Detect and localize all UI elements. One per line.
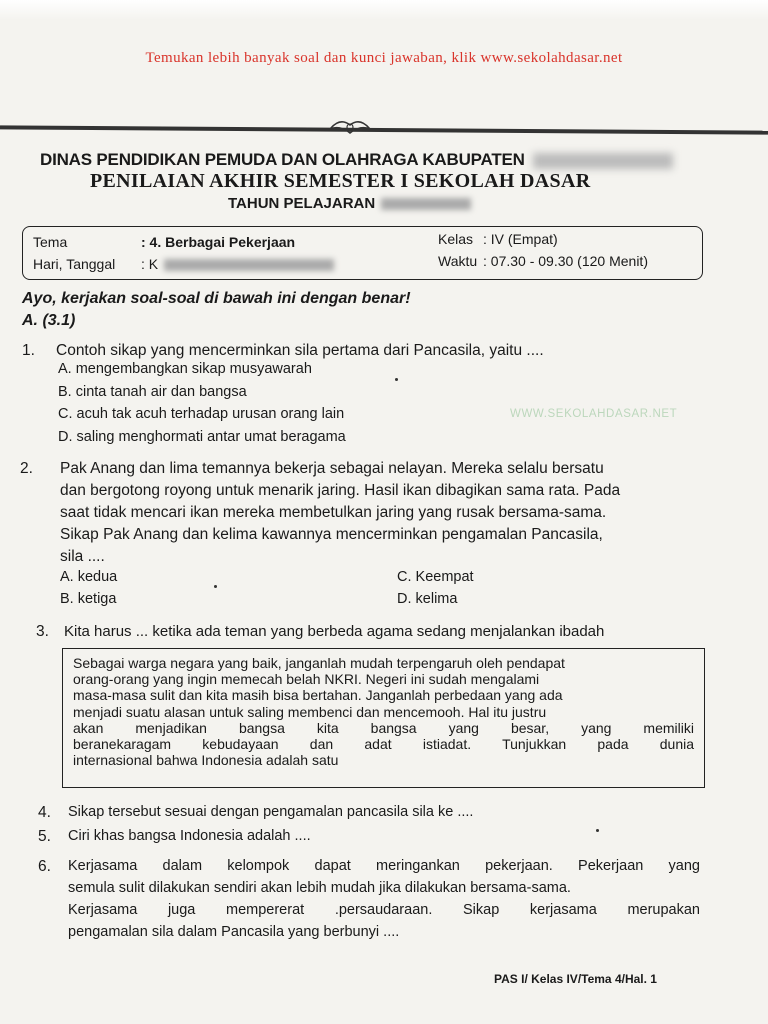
passage-line: Sebagai warga negara yang baik, janganlah mudah terpengaruh oleh pendapat <box>73 655 565 671</box>
question-text-line: Sikap Pak Anang dan kelima kawannya mencerminkan pengamalan Pancasila, <box>60 526 603 543</box>
question-text-line: Kerjasama juga mempererat .persaudaraan. Sikap kerjasama merupakan <box>68 902 700 918</box>
q2-option-a[interactable]: A. kedua <box>60 569 118 585</box>
question-number: 6. <box>38 858 51 875</box>
print-speck <box>596 829 599 832</box>
question-text-line: pengamalan sila dalam Pancasila yang berbunyi .... <box>68 924 400 940</box>
question-text: Ciri khas bangsa Indonesia adalah .... <box>68 828 311 844</box>
tema-value: : 4. Berbagai Pekerjaan <box>141 234 296 250</box>
q1-option-d[interactable]: D. saling menghormati antar umat beragama <box>58 429 346 445</box>
question-number: 3. <box>36 623 49 640</box>
exam-info-box <box>22 226 703 280</box>
question-number: 1. <box>22 342 35 359</box>
school-year: TAHUN PELAJARAN <box>228 195 471 212</box>
question-text: Sikap tersebut sesuai dengan pengamalan pancasila sila ke .... <box>68 804 474 820</box>
hari-value: : K <box>141 256 334 272</box>
watermark: WWW.SEKOLAHDASAR.NET <box>510 408 678 420</box>
kelas-label: Kelas <box>438 231 474 247</box>
kelas-value: : IV (Empat) <box>483 231 558 247</box>
passage-line: beranekaragam kebudayaan dan adat istiadat. Tunjukkan pada dunia <box>73 736 694 753</box>
exam-title: PENILAIAN AKHIR SEMESTER I SEKOLAH DASAR <box>90 170 591 192</box>
question-text-line: sila .... <box>60 548 105 565</box>
header-divider <box>0 125 768 134</box>
garuda-emblem-icon <box>325 115 375 137</box>
question-number: 5. <box>38 828 51 845</box>
paper-edge <box>0 0 768 20</box>
passage-line: akan menjadikan bangsa kita bangsa yang besar, yang memiliki <box>73 719 694 736</box>
passage-line: masa-masa sulit dan kita masih bisa bertahan. Janganlah perbedaan yang ada <box>73 687 563 704</box>
waktu-value: : 07.30 - 09.30 (120 Menit) <box>483 253 648 269</box>
instructions: Ayo, kerjakan soal-soal di bawah ini dengan benar! <box>22 290 411 307</box>
q1-option-c[interactable]: C. acuh tak acuh terhadap urusan orang lain <box>58 406 345 422</box>
q1-option-a[interactable]: A. mengembangkan sikap musyawarah <box>58 361 312 377</box>
reading-passage <box>62 648 705 788</box>
promo-banner-link[interactable]: Temukan lebih banyak soal dan kunci jawaban, klik www.sekolahdasar.net <box>145 50 623 66</box>
office-title: DINAS PENDIDIKAN PEMUDA DAN OLAHRAGA KABUPATEN <box>40 150 673 170</box>
passage-line: orang-orang yang ingin memecah belah NKRI. Negeri ini sudah mengalami <box>73 671 540 688</box>
question-6 <box>38 856 708 946</box>
question-text-line: Kerjasama dalam kelompok dapat meringankan pekerjaan. Pekerjaan yang <box>68 858 700 874</box>
hari-label: Hari, Tanggal <box>33 256 116 272</box>
question-text-line: semula sulit dilakukan sendiri akan lebih mudah jika dilakukan bersama-sama. <box>68 880 571 896</box>
question-text-line: dan bergotong royong untuk menarik jaring. Hasil ikan dibagikan sama rata. Pada <box>60 482 621 499</box>
question-text: Contoh sikap yang mencerminkan sila pertama dari Pancasila, yaitu .... <box>56 342 544 359</box>
tema-label: Tema <box>33 234 68 250</box>
question-text-line: saat tidak mencari ikan mereka membetulkan jaring yang rusak bersama-sama. <box>60 504 607 521</box>
q1-option-b[interactable]: B. cinta tanah air dan bangsa <box>58 384 247 400</box>
passage-line: menjadi suatu alasan untuk saling membenci dan mencemooh. Hal itu justru <box>73 703 547 720</box>
q2-option-d[interactable]: D. kelima <box>397 591 458 607</box>
print-speck <box>214 585 217 588</box>
question-number: 4. <box>38 804 51 821</box>
question-text-line: Pak Anang dan lima temannya bekerja sebagai nelayan. Mereka selalu bersatu <box>60 460 604 477</box>
section-heading: A. (3.1) <box>22 312 76 329</box>
question-number: 2. <box>20 460 33 477</box>
q2-option-c[interactable]: C. Keempat <box>397 569 474 585</box>
question-text: Kita harus ... ketika ada teman yang berbeda agama sedang menjalankan ibadah <box>64 623 605 640</box>
waktu-label: Waktu <box>438 253 478 269</box>
page-footer: PAS I/ Kelas IV/Tema 4/Hal. 1 <box>494 972 657 986</box>
passage-line: internasional bahwa Indonesia adalah satu <box>73 752 339 769</box>
print-speck <box>395 378 398 381</box>
q2-option-b[interactable]: B. ketiga <box>60 591 117 607</box>
question-2 <box>20 458 710 568</box>
